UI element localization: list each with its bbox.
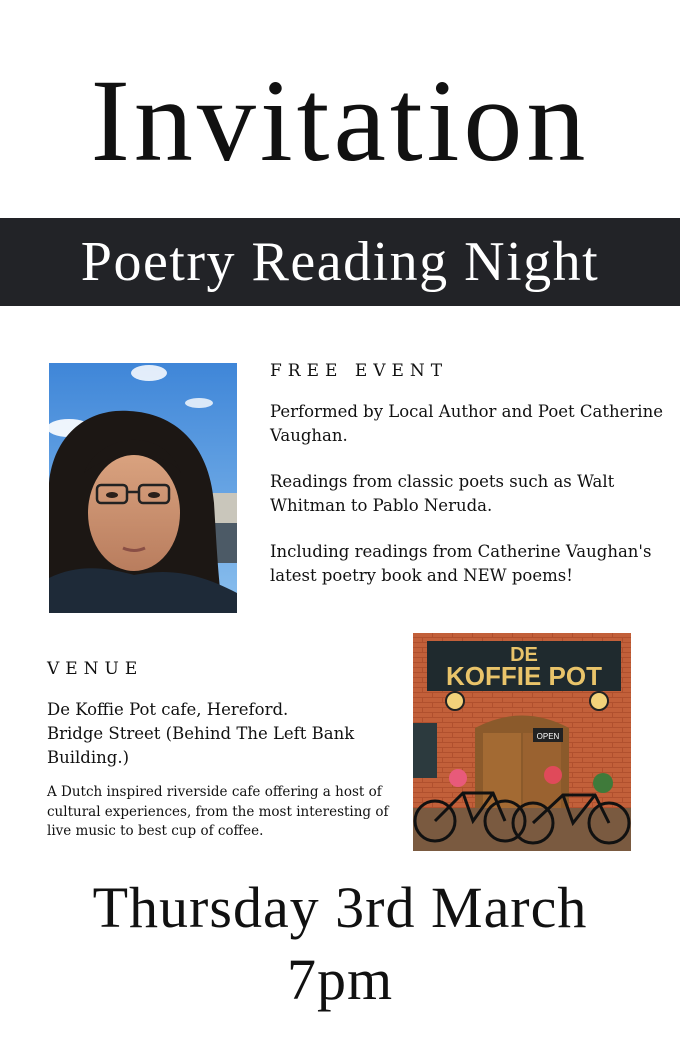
performer-paragraph: Performed by Local Author and Poet Catherine Vaughan. xyxy=(270,402,663,445)
venue-description: A Dutch inspired riverside cafe offering a host of cultural experiences, from the most interesting of live music to best cup of coffee. xyxy=(47,784,389,839)
venue-name: De Koffie Pot cafe, Hereford. xyxy=(47,700,289,719)
venue-address: Bridge Street (Behind The Left Bank Building.) xyxy=(47,724,355,767)
cafe-sign-main: KOFFIE POT xyxy=(446,661,602,691)
event-date: Thursday 3rd March xyxy=(92,875,588,940)
banner-title: Poetry Reading Night xyxy=(80,231,600,293)
author-photo xyxy=(49,363,237,613)
free-event-heading: FREE EVENT xyxy=(270,361,449,381)
svg-text:OPEN: OPEN xyxy=(536,732,560,741)
event-banner xyxy=(0,218,680,306)
venue-heading: VENUE xyxy=(47,659,144,679)
cafe-photo xyxy=(413,633,631,851)
event-time: 7pm xyxy=(286,947,394,1012)
classic-poets-paragraph: Readings from classic poets such as Walt Whitman to Pablo Neruda. xyxy=(270,472,615,515)
invitation-title: Invitation xyxy=(90,55,590,186)
new-poems-paragraph: Including readings from Catherine Vaughan's latest poetry book and NEW poems! xyxy=(270,542,652,585)
cafe-sign-top: DE xyxy=(510,644,538,666)
